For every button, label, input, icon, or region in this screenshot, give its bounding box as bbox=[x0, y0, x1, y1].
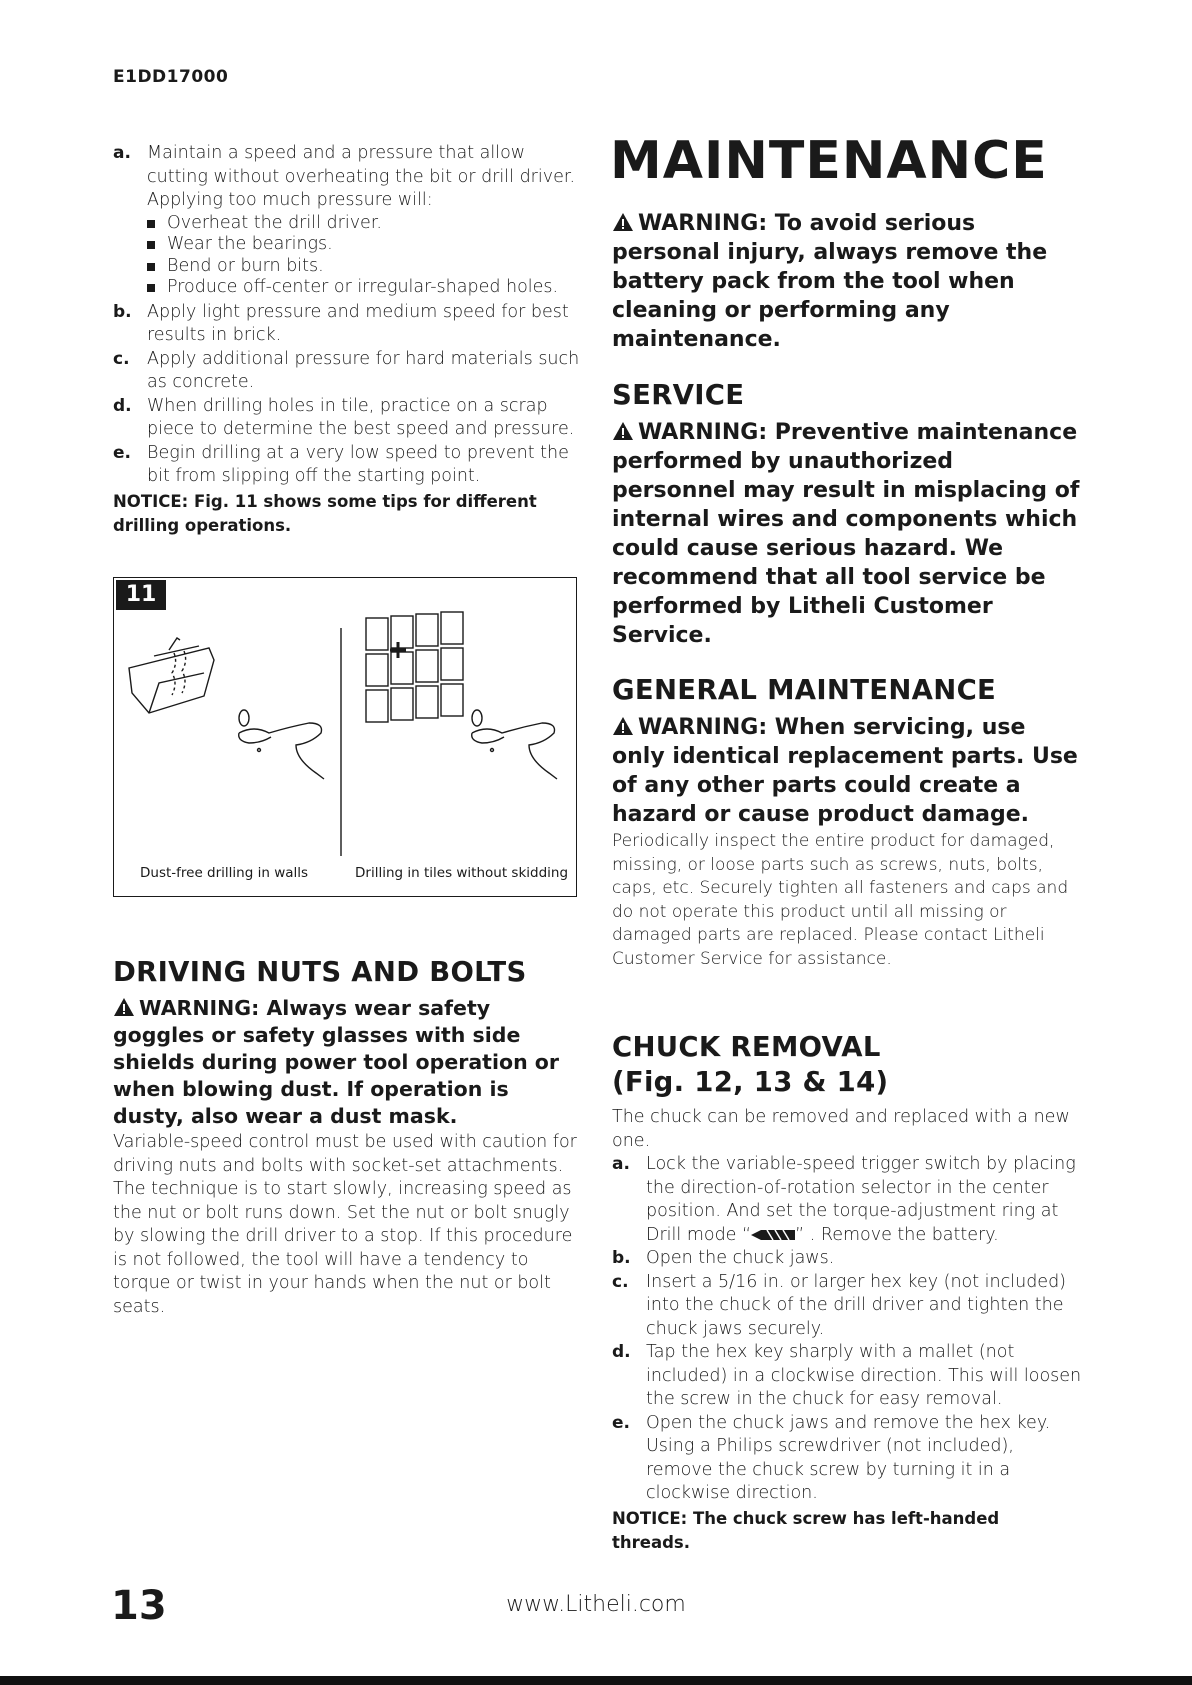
title-line-1: CHUCK REMOVAL bbox=[612, 1031, 881, 1063]
list-item bbox=[167, 256, 583, 278]
step-text-end: ” . Remove the battery. bbox=[795, 1224, 999, 1245]
step-c bbox=[113, 348, 583, 395]
drilling-steps bbox=[113, 142, 583, 489]
step-text: Tap the hex key sharply with a mallet (not included) in a clockwise direction. This will loosen the screw in the chuck for easy removal. bbox=[646, 1342, 1082, 1409]
bullet-icon bbox=[147, 241, 155, 249]
step-a bbox=[612, 1153, 1082, 1247]
step-letter: c. bbox=[612, 1271, 629, 1292]
chuck-steps bbox=[612, 1153, 1082, 1506]
step-text: Open the chuck jaws and remove the hex key. Using a Philips screwdriver (not included), remove the chuck screw by turning it in a clockwise direction. bbox=[646, 1412, 1051, 1503]
step-letter: e. bbox=[612, 1412, 630, 1433]
drill-bit-left bbox=[169, 638, 180, 650]
hand-right bbox=[472, 723, 557, 779]
warning-block bbox=[612, 209, 1082, 354]
list-item bbox=[167, 234, 583, 256]
step-letter: d. bbox=[612, 1342, 631, 1362]
section-title bbox=[612, 1030, 1082, 1100]
body-text: Variable-speed control must be used with caution for driving nuts and bolts with socket-set attachments. The technique is to start slowly, increasing speed as the nut or bolt runs down. Set the nut or bolt snugly by slowing the drill driver to a stop. If this procedure is not followed, the tool will have a tendency to torque or twist in your hands when the nut or bolt seats. bbox=[113, 1132, 577, 1317]
step-e bbox=[113, 442, 583, 489]
step-text: Apply light pressure and medium speed for best results in brick. bbox=[147, 301, 569, 345]
step-d bbox=[113, 395, 583, 442]
tape-cross bbox=[390, 642, 406, 658]
step-b bbox=[113, 301, 583, 348]
step-text: Open the chuck jaws. bbox=[646, 1248, 835, 1268]
page-number: 13 bbox=[111, 1583, 167, 1629]
bullet-text: Bend or burn bits. bbox=[167, 255, 324, 276]
step-text: Lock the variable-speed trigger switch by placing the direction-of-rotation selector in the center position. And set the torque-adjustment ring at Drill mode “ bbox=[646, 1154, 1076, 1245]
hand-left bbox=[239, 723, 324, 779]
service-section bbox=[612, 379, 1082, 650]
step-c bbox=[612, 1271, 1082, 1342]
step-e bbox=[612, 1412, 1082, 1506]
figure-number: 11 bbox=[116, 580, 166, 610]
warning-icon bbox=[612, 716, 634, 736]
drilling-tips bbox=[113, 142, 583, 538]
step-letter: e. bbox=[113, 442, 131, 463]
notice-text: The chuck screw has left-handed threads. bbox=[612, 1508, 1000, 1552]
bullet-icon bbox=[147, 220, 155, 228]
maintenance-warning bbox=[612, 209, 1082, 354]
list-item bbox=[167, 277, 583, 299]
step-text: When drilling holes in tile, practice on a scrap piece to determine the best speed and pressure. bbox=[147, 395, 575, 439]
step-b bbox=[612, 1247, 1082, 1271]
bullet-icon bbox=[147, 284, 155, 292]
warning-block bbox=[612, 713, 1082, 829]
warning-icon bbox=[612, 421, 634, 441]
body-text: Periodically inspect the entire product for damaged, missing, or loose parts such as screws, nuts, bolts, caps, etc. Securely tighten all fasteners and caps and do not operate this product until all missing or damaged parts are replaced. Please contact Litheli Customer Service for assistance. bbox=[612, 831, 1069, 969]
step-letter: c. bbox=[113, 348, 130, 369]
dust-lines bbox=[172, 653, 176, 695]
pressure-effects-list bbox=[147, 213, 583, 299]
notice-label: NOTICE: bbox=[612, 1508, 688, 1528]
page-title: MAINTENANCE bbox=[610, 131, 1048, 191]
step-a bbox=[113, 142, 583, 299]
warning-text: WARNING: Preventive maintenance performed by unauthorized personnel may result in misplacing of internal wires and components which could cause serious hazard. We recommend that all tool service be performed by Litheli Customer Service. bbox=[612, 420, 1080, 648]
figure-11 bbox=[113, 577, 577, 897]
list-item bbox=[167, 213, 583, 235]
step-letter: a. bbox=[113, 143, 131, 163]
bottom-border bbox=[0, 1676, 1192, 1685]
intro-text: The chuck can be removed and replaced with a new one. bbox=[612, 1107, 1070, 1151]
warning-text: WARNING: To avoid serious personal injury, always remove the battery pack from the tool when cleaning or performing any maintenance. bbox=[612, 211, 1048, 352]
bullet-icon bbox=[147, 263, 155, 271]
warning-text: WARNING: When servicing, use only identical replacement parts. Use of any other parts could create a hazard or cause product damage. bbox=[612, 715, 1078, 827]
title-line-2: (Fig. 12, 13 & 14) bbox=[612, 1066, 889, 1098]
step-text: Maintain a speed and a pressure that allow cutting without overheating the bit or drill driver. Applying too much pressure will: bbox=[147, 143, 576, 210]
website-url: www.Litheli.com bbox=[506, 1592, 686, 1617]
warning-block bbox=[612, 418, 1082, 650]
step-text: Apply additional pressure for hard materials such as concrete. bbox=[147, 348, 580, 392]
drill-mode-icon bbox=[751, 1229, 795, 1241]
bullet-text: Overheat the drill driver. bbox=[167, 212, 382, 233]
warning-block bbox=[113, 995, 583, 1130]
tile-grid bbox=[366, 612, 463, 722]
notice-text: Fig. 11 shows some tips for different drilling operations. bbox=[113, 491, 537, 535]
warning-icon bbox=[113, 997, 135, 1017]
step-text: Begin drilling at a very low speed to prevent the bit from slipping off the starting point. bbox=[147, 442, 569, 486]
warning-icon bbox=[612, 212, 634, 232]
figure-notice bbox=[113, 490, 583, 538]
section-title: DRIVING NUTS AND BOLTS bbox=[113, 956, 527, 988]
step-letter: a. bbox=[612, 1154, 630, 1174]
step-letter: d. bbox=[113, 395, 132, 416]
chuck-removal-section bbox=[612, 1030, 1082, 1555]
bullet-text: Produce off-center or irregular-shaped holes. bbox=[167, 277, 559, 297]
step-d bbox=[612, 1341, 1082, 1412]
step-letter: b. bbox=[113, 301, 132, 322]
drilling-illustration bbox=[114, 578, 576, 896]
step-letter: b. bbox=[612, 1248, 631, 1268]
drill-tip-right bbox=[472, 710, 482, 726]
drill-tip-left bbox=[239, 710, 249, 726]
step-text: Insert a 5/16 in. or larger hex key (not included) into the chuck of the drill driver and tighten the chuck jaws securely. bbox=[646, 1271, 1066, 1339]
section-title: GENERAL MAINTENANCE bbox=[612, 674, 997, 706]
section-title: SERVICE bbox=[612, 379, 745, 411]
driving-section bbox=[113, 956, 583, 1319]
notice-label: NOTICE: bbox=[113, 491, 189, 511]
bullet-text: Wear the bearings. bbox=[167, 234, 333, 254]
model-number: E1DD17000 bbox=[113, 67, 229, 87]
paper-crease bbox=[149, 673, 204, 713]
general-maintenance-section bbox=[612, 674, 1082, 971]
chuck-notice bbox=[612, 1507, 1082, 1555]
caption-left: Dust-free drilling in walls bbox=[140, 865, 309, 881]
wall-mark bbox=[154, 646, 199, 656]
caption-right: Drilling in tiles without skidding bbox=[355, 865, 569, 881]
warning-text: WARNING: Always wear safety goggles or safety glasses with side shields during power tool operation or when blowing dust. If operation is dusty, also wear a dust mask. bbox=[113, 996, 559, 1128]
